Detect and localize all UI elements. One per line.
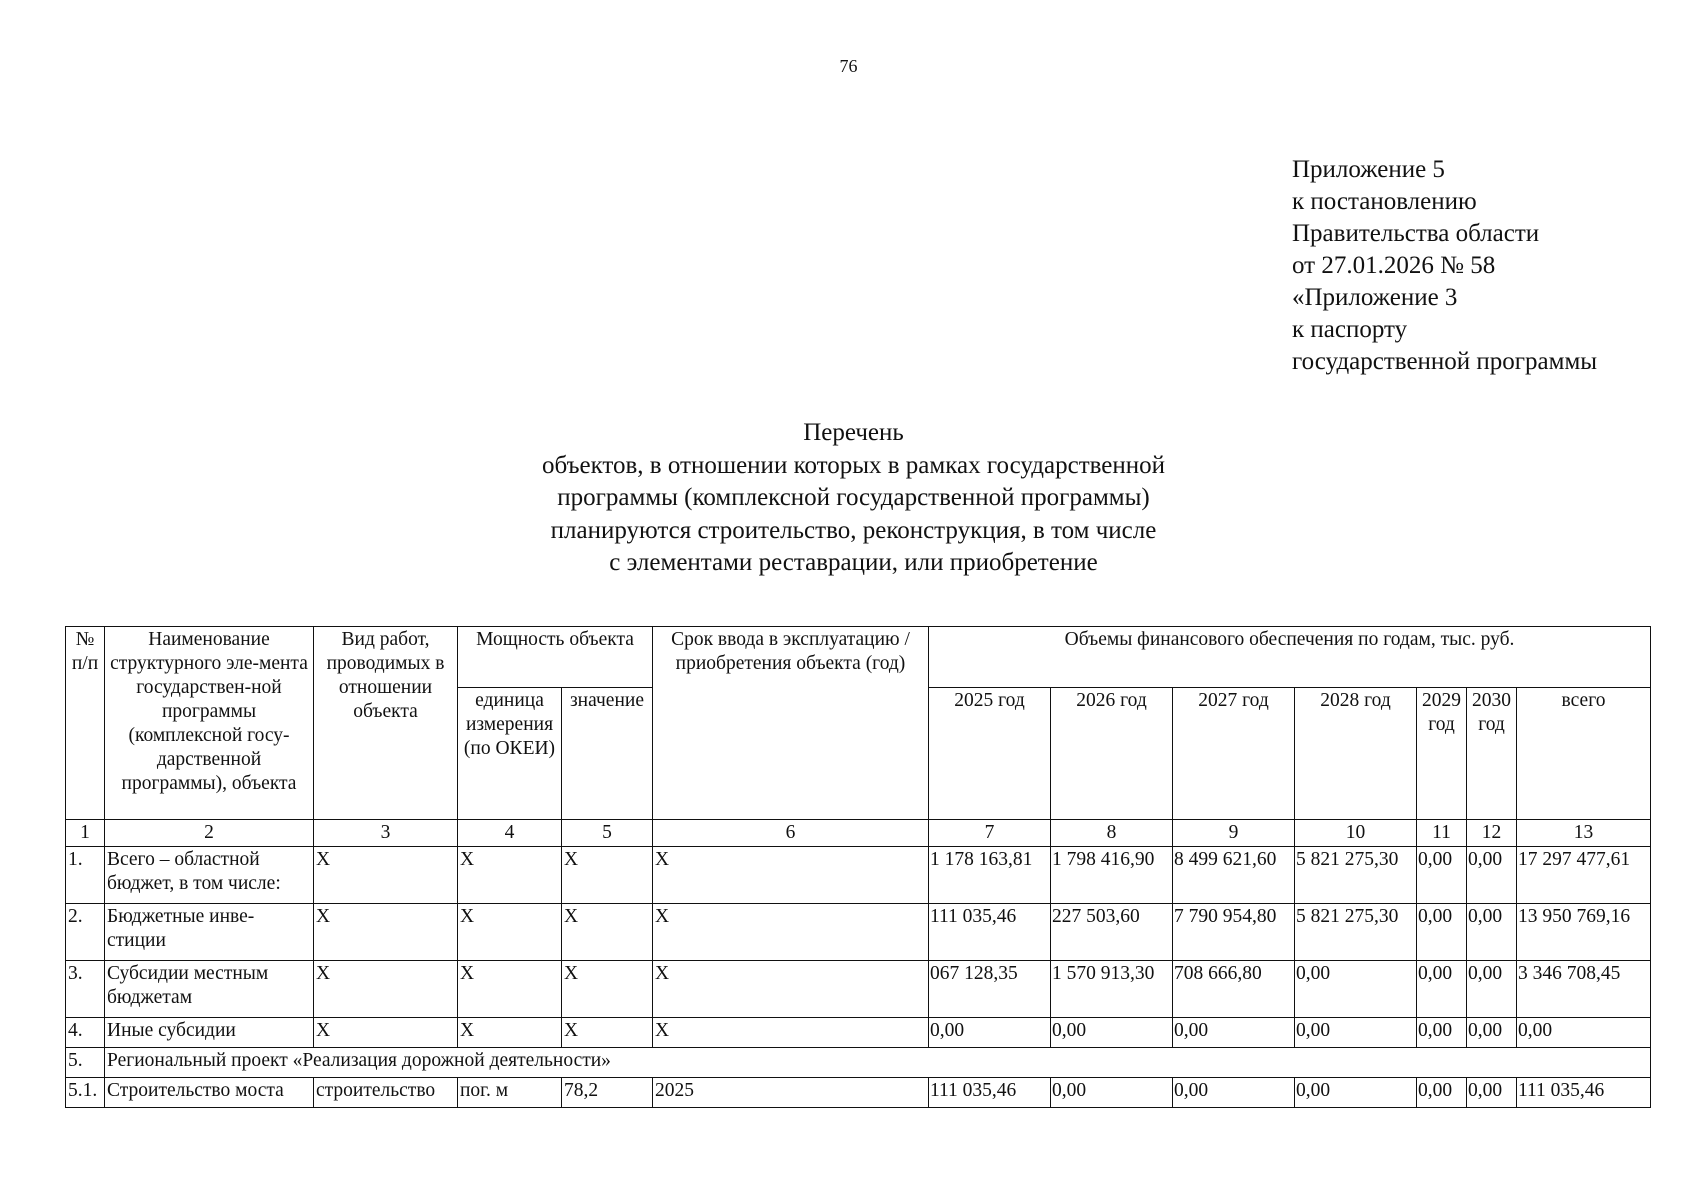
column-number: 6 — [653, 820, 929, 847]
appendix-line: государственной программы — [1292, 348, 1598, 375]
header-funding: Объемы финансового обеспечения по годам, тыс. руб. — [929, 627, 1651, 688]
column-number: 3 — [314, 820, 458, 847]
row-2030: 0,00 — [1467, 961, 1517, 1018]
title-line: программы (комплексной государственной программы) — [557, 484, 1150, 511]
row-value: X — [562, 1018, 653, 1048]
row-2026: 1 570 913,30 — [1051, 961, 1173, 1018]
column-number: 13 — [1517, 820, 1651, 847]
title-line: планируются строительство, реконструкция, в том числе — [550, 516, 1157, 544]
row-2030: 0,00 — [1467, 847, 1517, 904]
row-2026: 227 503,60 — [1051, 904, 1173, 961]
header-num: № п/п — [66, 627, 105, 820]
row-num: 2. — [66, 904, 105, 961]
row-2027: 8 499 621,60 — [1173, 847, 1295, 904]
row-2027: 708 666,80 — [1173, 961, 1295, 1018]
row-unit: X — [458, 1018, 562, 1048]
header-2026: 2026 год — [1051, 688, 1173, 820]
row-2030: 0,00 — [1467, 904, 1517, 961]
row-2026: 1 798 416,90 — [1051, 847, 1173, 904]
row-num: 5.1. — [66, 1078, 105, 1108]
row-name: Иные субсидии — [105, 1018, 314, 1048]
header-2030: 2030 год — [1467, 688, 1517, 820]
appendix-line: к паспорту — [1292, 316, 1408, 343]
row-num: 1. — [66, 847, 105, 904]
table-row — [66, 1018, 1651, 1048]
row-2028: 0,00 — [1295, 961, 1417, 1018]
page-number: 76 — [839, 56, 858, 76]
row-total: 17 297 477,61 — [1517, 847, 1651, 904]
row-work-type: X — [314, 961, 458, 1018]
row-2029: 0,00 — [1417, 1018, 1467, 1048]
row-num: 4. — [66, 1018, 105, 1048]
table-row — [66, 847, 1651, 904]
appendix-line: Приложение 5 — [1292, 156, 1445, 183]
column-number: 2 — [105, 820, 314, 847]
row-2027: 7 790 954,80 — [1173, 904, 1295, 961]
row-2029: 0,00 — [1417, 1078, 1467, 1108]
title-line: Перечень — [803, 419, 904, 446]
row-work-type: X — [314, 847, 458, 904]
document-title — [0, 417, 1697, 580]
header-value: значение — [562, 688, 653, 820]
column-numbers-row — [66, 820, 1651, 847]
row-unit: X — [458, 904, 562, 961]
column-number: 4 — [458, 820, 562, 847]
row-2029: 0,00 — [1417, 904, 1467, 961]
row-work-type: X — [314, 904, 458, 961]
row-deadline: X — [653, 847, 929, 904]
row-deadline: X — [653, 961, 929, 1018]
header-name: Наименование структурного эле-мента государствен-ной программы (комплексной госу-дарственной программы), объекта — [105, 627, 314, 820]
column-number: 1 — [66, 820, 105, 847]
row-2026: 0,00 — [1051, 1078, 1173, 1108]
header-2028: 2028 год — [1295, 688, 1417, 820]
section-num: 5. — [66, 1048, 105, 1078]
column-number: 7 — [929, 820, 1051, 847]
row-total: 0,00 — [1517, 1018, 1651, 1048]
row-value: X — [562, 847, 653, 904]
header-2029: 2029 год — [1417, 688, 1467, 820]
table-row — [66, 904, 1651, 961]
appendix-block — [1292, 154, 1597, 378]
appendix-line: Правительства области — [1292, 220, 1540, 247]
object-row — [66, 1078, 1651, 1108]
header-unit: единица измерения (по ОКЕИ) — [458, 688, 562, 820]
row-2028: 5 821 275,30 — [1295, 904, 1417, 961]
row-unit: X — [458, 847, 562, 904]
row-2025: 111 035,46 — [929, 1078, 1051, 1108]
header-capacity: Мощность объекта — [458, 627, 653, 688]
column-number: 10 — [1295, 820, 1417, 847]
row-2028: 5 821 275,30 — [1295, 847, 1417, 904]
row-2029: 0,00 — [1417, 847, 1467, 904]
row-deadline: X — [653, 904, 929, 961]
row-total: 111 035,46 — [1517, 1078, 1651, 1108]
row-2026: 0,00 — [1051, 1018, 1173, 1048]
column-number: 8 — [1051, 820, 1173, 847]
appendix-line: «Приложение 3 — [1292, 284, 1458, 311]
title-line: с элементами реставрации, или приобретение — [609, 549, 1098, 576]
row-name: Строительство моста — [105, 1078, 314, 1108]
row-unit: пог. м — [458, 1078, 562, 1108]
row-name: Всего – областной бюджет, в том числе: — [105, 847, 314, 904]
objects-table — [65, 626, 1651, 1108]
row-2025: 111 035,46 — [929, 904, 1051, 961]
row-2028: 0,00 — [1295, 1018, 1417, 1048]
row-2025: 067 128,35 — [929, 961, 1051, 1018]
section-name: Региональный проект «Реализация дорожной деятельности» — [105, 1048, 1651, 1078]
row-2028: 0,00 — [1295, 1078, 1417, 1108]
header-2027: 2027 год — [1173, 688, 1295, 820]
row-total: 13 950 769,16 — [1517, 904, 1651, 961]
row-2030: 0,00 — [1467, 1018, 1517, 1048]
row-value: X — [562, 904, 653, 961]
row-deadline: X — [653, 1018, 929, 1048]
header-total: всего — [1517, 688, 1651, 820]
title-line: объектов, в отношении которых в рамках государственной — [541, 451, 1166, 479]
column-number: 9 — [1173, 820, 1295, 847]
appendix-line: к постановлению — [1292, 188, 1477, 215]
header-work-type: Вид работ, проводимых в отношении объекта — [314, 627, 458, 820]
row-2025: 0,00 — [929, 1018, 1051, 1048]
column-number: 11 — [1417, 820, 1467, 847]
appendix-line: от 27.01.2026 № 58 — [1292, 252, 1496, 279]
row-deadline: 2025 — [653, 1078, 929, 1108]
column-number: 5 — [562, 820, 653, 847]
section-row — [66, 1048, 1651, 1078]
row-work-type: X — [314, 1018, 458, 1048]
row-name: Субсидии местным бюджетам — [105, 961, 314, 1018]
row-total: 3 346 708,45 — [1517, 961, 1651, 1018]
row-work-type: строительство — [314, 1078, 458, 1108]
row-unit: X — [458, 961, 562, 1018]
header-2025: 2025 год — [929, 688, 1051, 820]
row-value: 78,2 — [562, 1078, 653, 1108]
row-2027: 0,00 — [1173, 1078, 1295, 1108]
header-deadline: Срок ввода в эксплуатацию / приобретения объекта (год) — [653, 627, 929, 820]
column-number: 12 — [1467, 820, 1517, 847]
row-2029: 0,00 — [1417, 961, 1467, 1018]
row-value: X — [562, 961, 653, 1018]
row-2030: 0,00 — [1467, 1078, 1517, 1108]
row-name: Бюджетные инве-стиции — [105, 904, 314, 961]
row-2025: 1 178 163,81 — [929, 847, 1051, 904]
row-num: 3. — [66, 961, 105, 1018]
table-row — [66, 961, 1651, 1018]
row-2027: 0,00 — [1173, 1018, 1295, 1048]
